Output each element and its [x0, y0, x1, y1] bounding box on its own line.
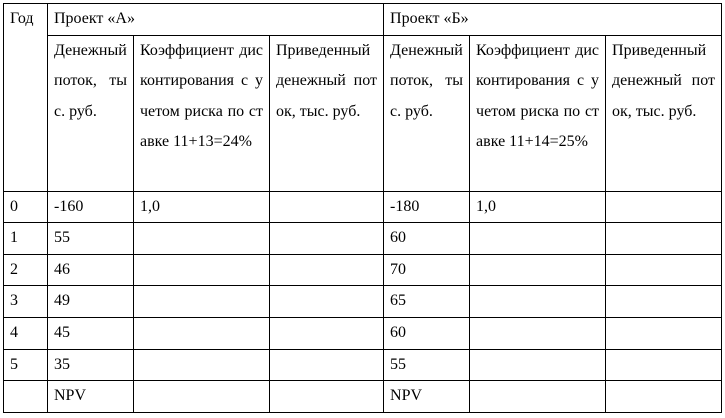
year-cell: 4	[4, 317, 48, 349]
project-a-cash-flow-cell: 45	[48, 317, 134, 349]
table-row	[4, 381, 722, 413]
year-cell: 5	[4, 349, 48, 381]
project-b-present-value-cell	[606, 191, 722, 223]
project-b-discount-cell	[470, 286, 606, 318]
project-b-cash-flow-cell: 60	[384, 317, 470, 349]
project-b-cash-flow-cell: 60	[384, 223, 470, 255]
project-b-cash-flow-cell: 70	[384, 254, 470, 286]
table-body	[4, 191, 722, 412]
project-b-present-value-cell	[606, 317, 722, 349]
table-row	[4, 286, 722, 318]
project-b-discount-cell	[470, 349, 606, 381]
project-b-present-value-cell	[606, 254, 722, 286]
year-cell	[4, 381, 48, 413]
year-cell: 0	[4, 191, 48, 223]
npv-comparison-table	[3, 3, 722, 413]
project-b-cash-flow-cell: 55	[384, 349, 470, 381]
project-a-discount-cell: 1,0	[134, 191, 270, 223]
project-a-discount-cell	[134, 223, 270, 255]
project-a-present-value-cell	[270, 381, 384, 413]
project-a-cash-flow-cell: 49	[48, 286, 134, 318]
project-a-title: Проект «А»	[48, 4, 384, 36]
table-header-row-1	[4, 4, 722, 36]
project-a-present-value-cell	[270, 254, 384, 286]
project-b-cash-flow-cell: NPV	[384, 381, 470, 413]
project-a-discount-cell	[134, 381, 270, 413]
project-a-discount-cell	[134, 286, 270, 318]
project-b-cash-flow-header: Денежный поток, тыс. руб.	[384, 35, 470, 191]
table-row	[4, 349, 722, 381]
table-row	[4, 223, 722, 255]
project-b-discount-cell: 1,0	[470, 191, 606, 223]
project-b-title: Проект «Б»	[384, 4, 722, 36]
table-header-row-2	[4, 35, 722, 191]
project-a-present-value-cell	[270, 349, 384, 381]
year-cell: 3	[4, 286, 48, 318]
table-row	[4, 191, 722, 223]
year-header: Год	[4, 4, 48, 192]
project-b-discount-header: Коэффициент дисконтирования с учетом риска по ставке 11+14=25%	[470, 35, 606, 191]
project-a-present-value-cell	[270, 223, 384, 255]
project-b-cash-flow-cell: 65	[384, 286, 470, 318]
project-b-present-value-cell	[606, 381, 722, 413]
project-a-cash-flow-cell: NPV	[48, 381, 134, 413]
project-a-cash-flow-cell: -160	[48, 191, 134, 223]
project-b-present-value-cell	[606, 223, 722, 255]
project-a-discount-cell	[134, 254, 270, 286]
project-b-discount-cell	[470, 223, 606, 255]
table-row	[4, 317, 722, 349]
project-a-present-value-header: Приведенный денежный поток, тыс. руб.	[270, 35, 384, 191]
project-b-discount-cell	[470, 317, 606, 349]
project-a-cash-flow-header: Денежный поток, тыс. руб.	[48, 35, 134, 191]
project-b-present-value-header: Приведенный денежный поток, тыс. руб.	[606, 35, 722, 191]
project-b-present-value-cell	[606, 286, 722, 318]
project-a-present-value-cell	[270, 286, 384, 318]
year-cell: 2	[4, 254, 48, 286]
table-row	[4, 254, 722, 286]
project-b-discount-cell	[470, 381, 606, 413]
project-a-cash-flow-cell: 55	[48, 223, 134, 255]
project-b-cash-flow-cell: -180	[384, 191, 470, 223]
project-a-present-value-cell	[270, 317, 384, 349]
project-a-discount-cell	[134, 349, 270, 381]
project-a-present-value-cell	[270, 191, 384, 223]
project-b-discount-cell	[470, 254, 606, 286]
project-b-present-value-cell	[606, 349, 722, 381]
project-a-discount-header: Коэффициент дисконтирования с учетом риска по ставке 11+13=24%	[134, 35, 270, 191]
project-a-cash-flow-cell: 35	[48, 349, 134, 381]
project-a-discount-cell	[134, 317, 270, 349]
year-cell: 1	[4, 223, 48, 255]
project-a-cash-flow-cell: 46	[48, 254, 134, 286]
